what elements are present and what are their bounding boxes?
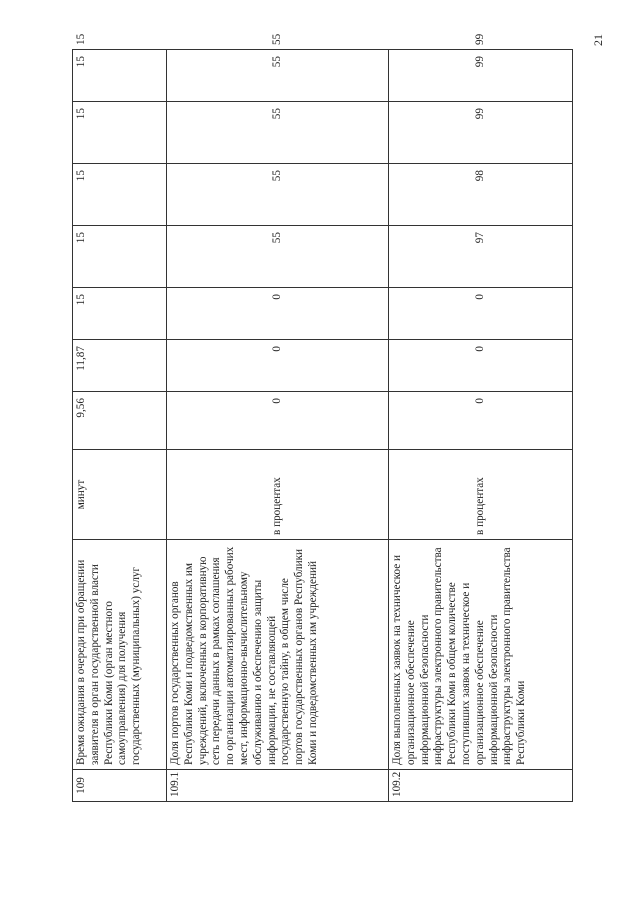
value-cell: 0	[167, 392, 389, 450]
value-cell: 11,87	[73, 340, 167, 392]
value-cell: 55	[167, 102, 389, 164]
table-row: 109.2 Доля выполненных заявок на техническое и организационное обеспечение информационной безопасности инфраструктуры электронного правительства Республики Коми в общем количестве поступивших заявок на техническое и организационное обеспечение информационной безопасности инфраструктуры электронного правительства Республики Коми в процентах 0 0 0 97 98 99 99 99	[389, 50, 573, 802]
value-cell: 15	[73, 50, 167, 102]
value-cell: 55	[167, 164, 389, 226]
value-cell: 0	[389, 392, 573, 450]
table-row: 109 Время ожидания в очереди при обращении заявителя в орган государственной власти Республики Коми (орган местного самоуправления) для получения государственных (муниципальных) услуг минут 9,56 11,87 15 15 15 15 15 15	[73, 50, 167, 802]
value-cell: 99	[389, 102, 573, 164]
value-cell: 15	[73, 226, 167, 288]
indicators-table	[72, 33, 573, 802]
value-cell: 0	[167, 340, 389, 392]
value-cell: 15	[73, 102, 167, 164]
unit-cell: в процентах	[167, 450, 389, 540]
indicator-name: Доля портов государственных органов Республики Коми и подведомственных им учреждений, включенных в корпоративную сеть передачи данных в рамках соглашения по организации автоматизированных рабочих мест, информационно-вычислительному обслуживанию и обеспечению защиты информации, не составляющей государственную тайну, в общем числе портов государственных органов Республики Коми и подведомственных им учреждений	[167, 540, 389, 770]
value-cell: 9,56	[73, 392, 167, 450]
value-cell: 0	[167, 288, 389, 340]
value-cell: 0	[389, 340, 573, 392]
value-cell: 15	[73, 288, 167, 340]
unit-cell: в процентах	[389, 450, 573, 540]
value-cell: 55	[167, 226, 389, 288]
value-cell: 15	[73, 164, 167, 226]
row-number: 109	[73, 770, 167, 802]
value-cell: 99	[389, 50, 573, 102]
value-cell: 0	[389, 288, 573, 340]
indicator-name: Время ожидания в очереди при обращении заявителя в орган государственной власти Республики Коми (орган местного самоуправления) для получения государственных (муниципальных) услуг	[73, 540, 167, 770]
indicator-name: Доля выполненных заявок на техническое и организационное обеспечение информационной безопасности инфраструктуры электронного правительства Республики Коми в общем количестве поступивших заявок на техническое и организационное обеспечение информационной безопасности инфраструктуры электронного правительства Республики Коми	[389, 540, 573, 770]
row-number: 109.2	[389, 770, 573, 802]
indicators-table-container	[72, 33, 572, 802]
table-row: 109.1 Доля портов государственных органов Республики Коми и подведомственных им учреждений, включенных в корпоративную сеть передачи данных в рамках соглашения по организации автоматизированных рабочих мест, информационно-вычислительному обслуживанию и обеспечению защиты информации, не составляющей государственную тайну, в общем числе портов государственных органов Республики Коми и подведомственных им учреждений в процентах 0 0 0 55 55 55 55 55	[167, 50, 389, 802]
value-cell: 98	[389, 164, 573, 226]
unit-cell: минут	[73, 450, 167, 540]
row-number: 109.1	[167, 770, 389, 802]
value-cell: 97	[389, 226, 573, 288]
page-number: 21	[591, 34, 605, 46]
value-cell: 55	[167, 50, 389, 102]
